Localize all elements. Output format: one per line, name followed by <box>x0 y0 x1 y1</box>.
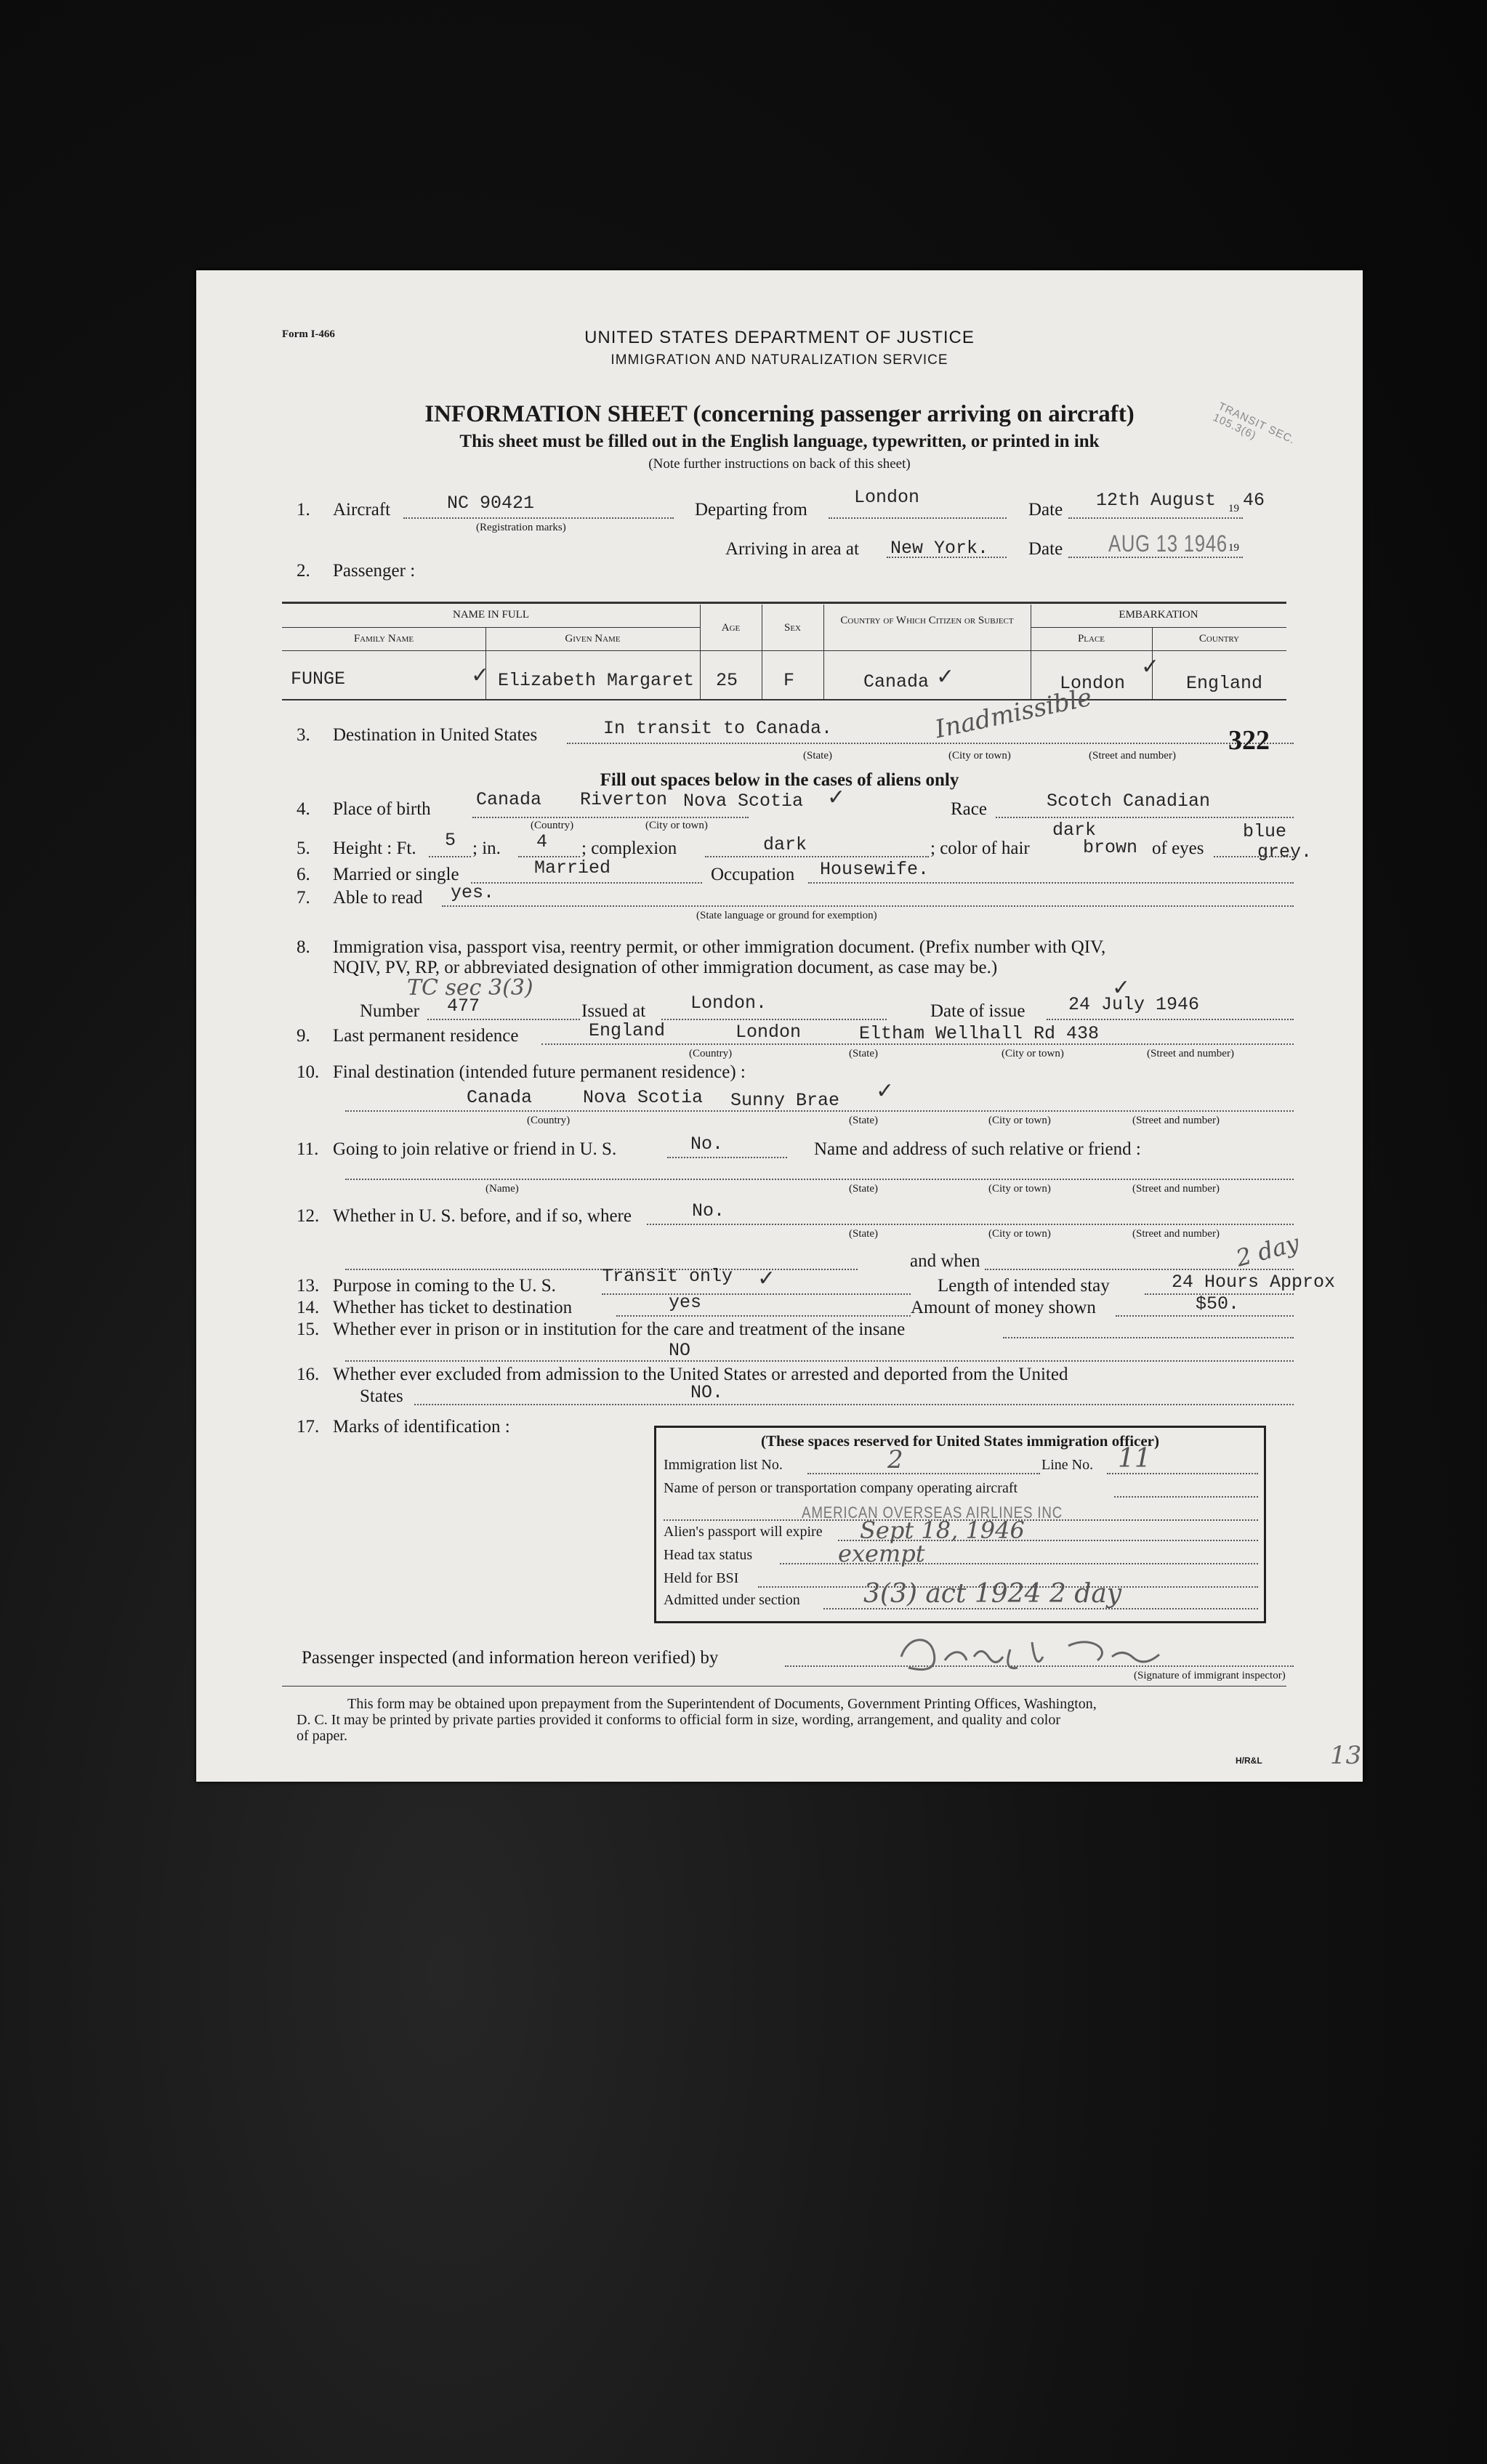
form-sheet <box>196 270 1363 1782</box>
transit-stamp: TRANSIT SEC. 105.3(6) <box>1211 400 1297 447</box>
q10-sub-state: (State) <box>849 1115 878 1126</box>
q2-label: Passenger : <box>333 561 416 581</box>
issued-at-label: Issued at <box>581 1001 646 1021</box>
arriving-label: Arriving in area at <box>725 539 859 559</box>
residence-country: England <box>589 1020 666 1041</box>
q7-label: Able to read <box>333 888 423 908</box>
q2-number: 2. <box>297 561 310 581</box>
birth-city: Riverton <box>580 789 668 810</box>
handwritten-annotation: Inadmissible <box>932 682 1095 745</box>
q9-sub-state: (State) <box>849 1048 878 1059</box>
q1-label: Aircraft <box>333 500 391 520</box>
check-mark-icon: ✓ <box>827 785 846 809</box>
q17-label: Marks of identification : <box>333 1417 510 1437</box>
departing-label: Departing from <box>695 500 807 520</box>
birth-country: Canada <box>476 789 542 810</box>
footer-line2: D. C. It may be printed by private parties provided it conforms to official form in size, wording, arrangement, and quality and color <box>297 1712 1061 1728</box>
money-value: $50. <box>1196 1293 1240 1314</box>
q10-label: Final destination (intended future permanent residence) : <box>333 1062 746 1082</box>
operator-stamp: AMERICAN OVERSEAS AIRLINES INC <box>802 1503 1063 1522</box>
col-citizen-country: Country of Which Citizen or Subject <box>840 615 1014 626</box>
when-label: and when <box>910 1251 980 1271</box>
q11-sub-state: (State) <box>849 1183 878 1195</box>
passport-expire-value: Sept 18, 1946 <box>860 1516 1025 1544</box>
doc-number-handwritten: TC sec 3(3) <box>407 975 533 1001</box>
q12-label: Whether in U. S. before, and if so, where <box>333 1206 632 1226</box>
marital-status: Married <box>534 857 611 878</box>
q8-text-line2: NQIV, PV, RP, or abbreviated designation of other immigration document, as case may be.) <box>333 958 998 977</box>
height-feet: 5 <box>445 830 456 851</box>
doc-number-label: Number <box>360 1001 419 1021</box>
q7-sublabel: (State language or ground for exemption) <box>696 910 877 921</box>
q17-number: 17. <box>297 1417 320 1437</box>
money-label: Amount of money shown <box>911 1298 1096 1317</box>
held-bsi-label: Held for BSI <box>664 1570 739 1586</box>
departing-year: 46 <box>1243 490 1265 511</box>
col-age: Age <box>721 622 741 634</box>
relative-name-label: Name and address of such relative or friend : <box>814 1139 1141 1159</box>
q4-sub-city: (City or town) <box>645 820 708 831</box>
destination-value: In transit to Canada. <box>603 718 833 739</box>
inspected-label: Passenger inspected (and information hereon verified) by <box>302 1648 719 1668</box>
arrival-date-stamp: AUG 13 1946 <box>1108 530 1228 557</box>
service-heading: IMMIGRATION AND NATURALIZATION SERVICE <box>610 352 948 368</box>
date2-label: Date <box>1028 539 1063 559</box>
check-mark-icon: ✓ <box>936 665 955 689</box>
form-note: (Note further instructions on back of this sheet) <box>648 456 911 472</box>
q3-number: 3. <box>297 725 310 745</box>
check-mark-icon: ✓ <box>1141 655 1160 679</box>
q5-number: 5. <box>297 839 310 858</box>
departing-value: London <box>854 487 920 508</box>
q11-sub-city: (City or town) <box>988 1183 1051 1195</box>
q3-sub-state: (State) <box>803 750 832 762</box>
q13-number: 13. <box>297 1276 320 1296</box>
officer-box-title: (These spaces reserved for United States immigration officer) <box>760 1432 1159 1450</box>
birth-province: Nova Scotia <box>683 791 804 812</box>
form-number: Form I-466 <box>282 328 335 340</box>
q6-number: 6. <box>297 865 310 884</box>
check-mark-icon: ✓ <box>1112 976 1131 1000</box>
q6-label: Married or single <box>333 865 459 884</box>
q9-sub-city: (City or town) <box>1002 1048 1064 1059</box>
form-title: INFORMATION SHEET (concerning passenger arriving on aircraft) <box>424 401 1135 427</box>
year-prefix: 19 <box>1228 503 1239 514</box>
height-inches: 4 <box>536 831 548 852</box>
inspector-sublabel: (Signature of immigrant inspector) <box>1134 1670 1286 1681</box>
sheet-number: 322 <box>1228 725 1270 756</box>
stay-handwritten: 2 day <box>1233 1229 1302 1272</box>
q8-number: 8. <box>297 937 310 957</box>
q14-number: 14. <box>297 1298 320 1317</box>
occupation-value: Housewife. <box>820 859 930 880</box>
q9-sub-country: (Country) <box>689 1048 733 1059</box>
line-no-value: 11 <box>1118 1444 1151 1474</box>
head-tax-label: Head tax status <box>664 1547 753 1563</box>
hair-top-value: dark <box>1052 820 1097 841</box>
cell-age: 25 <box>716 670 738 691</box>
q12-sub-city: (City or town) <box>988 1228 1051 1240</box>
line-no-label: Line No. <box>1041 1457 1094 1473</box>
q3-label: Destination in United States <box>333 725 538 745</box>
q16-number: 16. <box>297 1365 320 1384</box>
check-mark-icon: ✓ <box>876 1079 895 1103</box>
q16-label: Whether ever excluded from admission to the United States or arrested and deported from the United <box>333 1365 1068 1384</box>
q7-number: 7. <box>297 888 310 908</box>
col-sex: Sex <box>783 622 801 634</box>
cell-embark-country: England <box>1186 673 1263 694</box>
officer-reserved-box <box>654 1426 1266 1623</box>
q13-label: Purpose in coming to the U. S. <box>333 1276 556 1296</box>
admitted-section-label: Admitted under section <box>664 1592 800 1608</box>
race-value: Scotch Canadian <box>1047 791 1211 812</box>
q14-label: Whether has ticket to destination <box>333 1298 573 1317</box>
q8-text-line1: Immigration visa, passport visa, reentry permit, or other immigration document. (Prefix number with QIV, <box>333 937 1106 957</box>
department-heading: UNITED STATES DEPARTMENT OF JUSTICE <box>584 328 975 347</box>
complexion-value: dark <box>763 834 807 855</box>
col-family-name: Family Name <box>353 633 414 645</box>
date-label: Date <box>1028 500 1063 520</box>
q4-number: 4. <box>297 799 310 819</box>
eyes-value: grey. <box>1257 841 1313 863</box>
race-label: Race <box>951 799 987 819</box>
final-state: Nova Scotia <box>583 1087 704 1108</box>
date-of-issue-label: Date of issue <box>930 1001 1025 1021</box>
date-of-issue-value: 24 July 1946 <box>1068 994 1200 1015</box>
q11-sub-name: (Name) <box>485 1183 519 1195</box>
aircraft-registration: NC 90421 <box>447 493 535 514</box>
eyes-top-value: blue <box>1243 821 1287 842</box>
head-tax-value: exempt <box>838 1540 925 1567</box>
hair-label: ; color of hair <box>930 839 1030 858</box>
q9-sub-street: (Street and number) <box>1147 1048 1234 1059</box>
immigration-list-value: 2 <box>887 1445 903 1474</box>
operator-label: Name of person or transportation company operating aircraft <box>664 1480 1018 1496</box>
q12-sub-street: (Street and number) <box>1132 1228 1220 1240</box>
q4-sub-country: (Country) <box>531 820 574 831</box>
footer-line3: of paper. <box>297 1728 347 1744</box>
q9-label: Last permanent residence <box>333 1026 519 1046</box>
col-embarkation: EMBARKATION <box>1119 609 1198 621</box>
check-mark-icon: ✓ <box>757 1267 776 1290</box>
form-subtitle: This sheet must be filled out in the English language, typewritten, or printed in ink <box>459 432 1100 451</box>
stay-label: Length of intended stay <box>938 1276 1110 1296</box>
final-city: Sunny Brae <box>730 1090 840 1111</box>
q1-number: 1. <box>297 500 310 520</box>
q9-number: 9. <box>297 1026 310 1046</box>
q15-number: 15. <box>297 1320 320 1339</box>
eyes-label: of eyes <box>1152 839 1204 858</box>
cell-given-name: Elizabeth Margaret <box>498 670 695 691</box>
stay-value: 24 Hours Approx <box>1172 1272 1336 1293</box>
ticket-value: yes <box>669 1292 702 1313</box>
q12-number: 12. <box>297 1206 320 1226</box>
q11-sub-street: (Street and number) <box>1132 1183 1220 1195</box>
arriving-value: New York. <box>890 538 989 559</box>
q3-sub-city: (City or town) <box>948 750 1011 762</box>
col-embark-country: Country <box>1198 633 1240 645</box>
footer-code: H/R&L <box>1236 1756 1262 1766</box>
passport-expire-label: Alien's passport will expire <box>664 1524 823 1540</box>
footer-line1: This form may be obtained upon prepayment from the Superintendent of Documents, Government Printing Offices, Washington, <box>347 1696 1097 1712</box>
final-country: Canada <box>467 1087 533 1108</box>
cell-sex: F <box>783 670 795 691</box>
immigration-list-label: Immigration list No. <box>664 1457 783 1473</box>
year2-prefix: 19 <box>1228 542 1239 554</box>
q11-label: Going to join relative or friend in U. S. <box>333 1139 617 1159</box>
departing-date: 12th August <box>1096 490 1217 511</box>
able-to-read-value: yes. <box>451 882 495 903</box>
residence-street: Eltham Wellhall Rd 438 <box>859 1023 1100 1044</box>
prison-value: NO <box>669 1340 691 1361</box>
excluded-value: NO. <box>690 1382 724 1403</box>
q1-sublabel: (Registration marks) <box>476 522 566 533</box>
q10-sub-city: (City or town) <box>988 1115 1051 1126</box>
complexion-label: ; complexion <box>581 839 677 858</box>
admitted-section-value: 3(3) act 1924 2 day <box>863 1579 1122 1609</box>
join-relative-value: No. <box>690 1134 724 1155</box>
purpose-value: Transit only <box>602 1266 733 1287</box>
check-mark-icon: ✓ <box>471 663 490 687</box>
page-mark: 13 <box>1330 1741 1362 1770</box>
q12-sub-state: (State) <box>849 1228 878 1240</box>
cell-family-name: FUNGE <box>291 668 346 690</box>
residence-city: London <box>736 1022 802 1043</box>
cell-citizen: Canada <box>863 671 930 692</box>
q16-label-line2: States <box>360 1386 403 1406</box>
q10-sub-street: (Street and number) <box>1132 1115 1220 1126</box>
cell-embark-place: London <box>1060 673 1126 694</box>
col-name-in-full: NAME IN FULL <box>453 609 529 621</box>
q15-label: Whether ever in prison or in institution for the care and treatment of the insane <box>333 1320 906 1339</box>
col-given-name: Given Name <box>565 633 621 645</box>
doc-number-value: 477 <box>447 995 480 1017</box>
hair-value: brown <box>1083 837 1138 858</box>
aliens-heading: Fill out spaces below in the cases of aliens only <box>600 770 959 790</box>
q3-sub-street: (Street and number) <box>1089 750 1176 762</box>
inches-label: ; in. <box>472 839 501 858</box>
in-us-before-value: No. <box>692 1200 725 1221</box>
q11-number: 11. <box>297 1139 319 1159</box>
col-embark-place: Place <box>1077 633 1105 645</box>
q10-number: 10. <box>297 1062 320 1082</box>
q4-label: Place of birth <box>333 799 431 819</box>
issued-at-value: London. <box>690 993 767 1014</box>
q10-sub-country: (Country) <box>527 1115 571 1126</box>
occupation-label: Occupation <box>711 865 795 884</box>
q5-label: Height : Ft. <box>333 839 416 858</box>
